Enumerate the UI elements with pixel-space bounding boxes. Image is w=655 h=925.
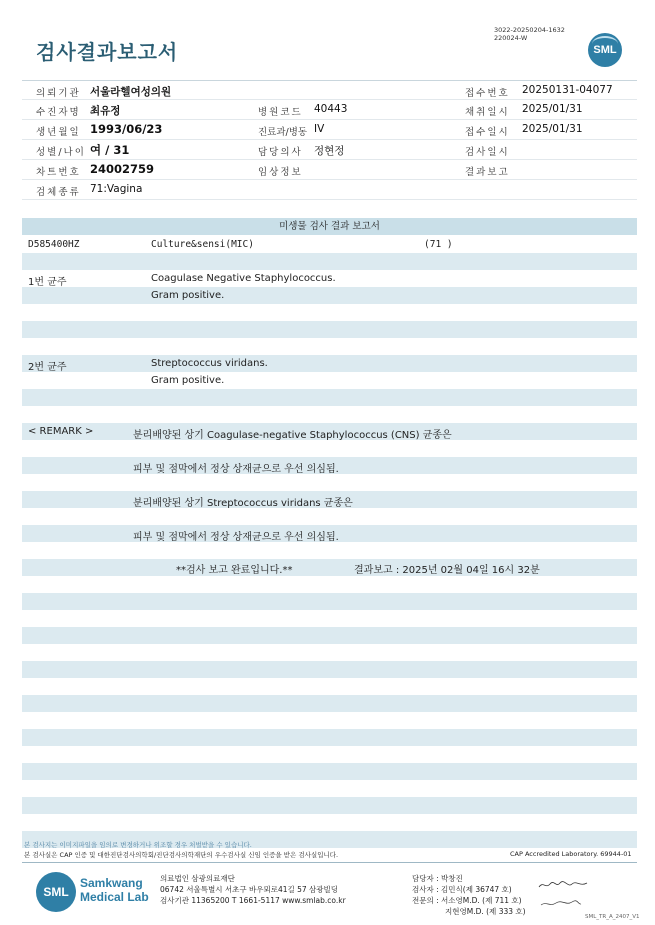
document-code [494,26,565,42]
patient-name-value: 최유정 [90,105,121,117]
stripe-band [22,661,637,678]
lab-name-line-1: Samkwang [80,876,143,890]
signature-image [538,880,588,890]
institution-value: 서울라헬여성의원 [90,86,172,98]
staff-tester: 검사자 : 김민식(제 36747 호) [412,885,512,894]
info-row-institution [22,80,637,100]
stripe-band [22,559,637,576]
footer-cap-accreditation: CAP Accredited Laboratory. 69944-01 [510,850,632,858]
lab-address: 06742 서울특별시 서초구 바우뫼로41길 57 삼광빌딩 [160,885,339,894]
lab-name [80,876,149,904]
staff-specialist-2: 지현영M.D. (제 333 호) [445,907,526,916]
stripe-band [22,287,637,304]
doctor-value: 정현정 [314,145,345,157]
sex-age-label: 성별/나이 [36,147,86,158]
stripe-band [22,695,637,712]
lab-name-line-2: Medical Lab [80,890,149,904]
chart-no-label: 차트번호 [36,167,81,178]
remark-label: < REMARK > [28,426,94,437]
stripe-band [22,321,637,338]
isolate-2-gram: Gram positive. [151,375,225,386]
form-code: SML_TR_A_2407_V1 [585,914,640,920]
staff-specialist-1: 전문의 : 서소영M.D. (제 711 호) [412,896,522,905]
sml-lab-logo-icon: SML [36,872,76,912]
department-value: IV [314,123,325,135]
stripe-band [22,355,637,372]
document-code-line-2: 220024-W [494,34,528,42]
info-row-sex [22,140,637,160]
footer-disclaimer: 본 검사지는 이미지파일을 임의로 변경하거나 위조할 경우 처벌받을 수 있습니다. [24,841,252,849]
chart-no-value: 24002759 [90,162,155,176]
receipt-date-value: 2025/01/31 [522,123,583,135]
lab-contact: 검사기관 11365200 T 1661-5117 www.smlab.co.kr [160,896,346,905]
stripe-band [22,593,637,610]
stripe-band [22,253,637,270]
stripe-band [22,797,637,814]
stripe-band [22,627,637,644]
info-row-chart [22,160,637,180]
result-report-label: 결과보고 [465,167,510,178]
test-name: Culture&sensi(MIC) [151,239,254,250]
report-time: 결과보고 : 2025년 02월 04일 16시 32분 [354,565,540,576]
test-code: D585400HZ [28,239,80,250]
receipt-no-value: 20250131-04077 [522,84,613,96]
doctor-label: 담당의사 [258,147,303,158]
isolate-2-name: Streptococcus viridans. [151,358,268,369]
receipt-no-label: 접수번호 [465,88,510,99]
department-label: 진료과/병동 [258,127,308,138]
birth-date-value: 1993/06/23 [90,122,163,136]
report-complete-message: **검사 보고 완료입니다.** [176,565,293,576]
collect-date-value: 2025/01/31 [522,103,583,115]
test-date-label: 검사일시 [465,147,510,158]
specimen-label: 검체종류 [36,187,81,198]
info-row-specimen [22,180,637,200]
remark-line-1: 분리배양된 상기 Coagulase-negative Staphylococcus (CNS) 균종은 [133,430,452,441]
lab-org: 의료법인 삼광의료재단 [160,874,235,883]
birth-date-label: 생년월일 [36,127,81,138]
test-count: (71 ) [424,239,453,250]
sml-logo-icon: SML [588,33,622,67]
hospital-code-label: 병원코드 [258,107,303,118]
signature-image [540,900,582,908]
footer-accreditation-note: 본 검사실은 CAP 인증 및 대한진단검사의학회/진단검사의학재단의 우수검사실 신임 인증을 받은 검사실입니다. [24,851,339,859]
document-code-line-1: 3022-20250204-1632 [494,26,565,34]
remark-line-3: 분리배양된 상기 Streptococcus viridans 균종은 [133,498,353,509]
patient-name-label: 수진자명 [36,107,81,118]
report-section-title: 미생물 검사 결과 보고서 [22,218,637,235]
lab-address-block [160,873,346,906]
remark-line-4: 피부 및 점막에서 정상 상재균으로 우선 의심됨. [133,532,339,543]
page-title: 검사결과보고서 [36,40,179,64]
info-row-patient [22,100,637,120]
remark-line-2: 피부 및 점막에서 정상 상재균으로 우선 의심됨. [133,464,339,475]
isolate-1-gram: Gram positive. [151,290,225,301]
stripe-band [22,389,637,406]
footer-divider [22,862,637,863]
collect-date-label: 채취일시 [465,107,510,118]
stripe-band [22,763,637,780]
info-row-birth [22,120,637,140]
specimen-value: 71:Vagina [90,183,143,195]
stripe-band [22,729,637,746]
receipt-date-label: 접수일시 [465,127,510,138]
isolate-1-name: Coagulase Negative Staphylococcus. [151,273,336,284]
clinical-info-label: 임상정보 [258,167,303,178]
sex-age-value: 여 / 31 [90,143,130,157]
staff-block [412,873,526,917]
isolate-1-label: 1번 균주 [28,277,67,288]
institution-label: 의뢰기관 [36,88,81,99]
hospital-code-value: 40443 [314,103,348,115]
isolate-2-label: 2번 균주 [28,362,67,373]
staff-manager: 담당자 : 박창진 [412,874,463,883]
